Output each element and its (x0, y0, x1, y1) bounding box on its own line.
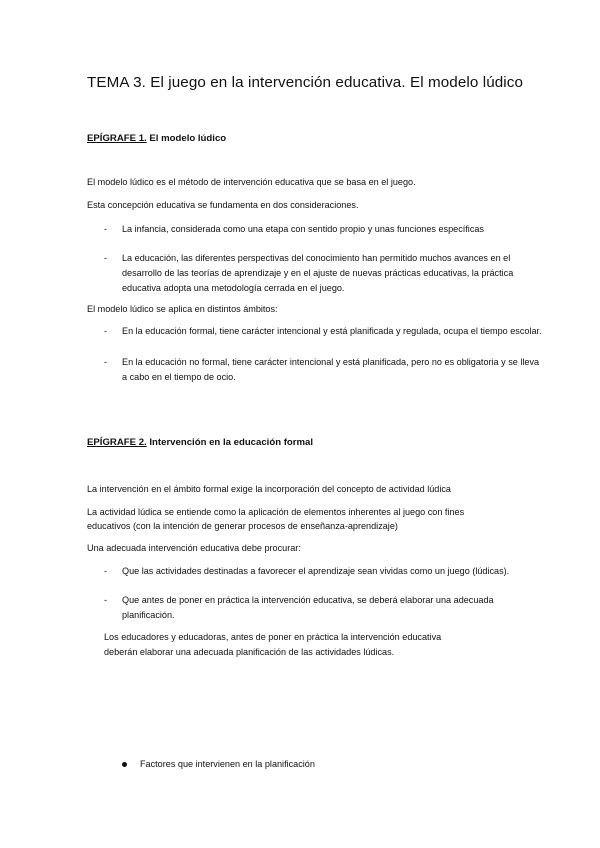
paragraph: El modelo lúdico se aplica en distintos ámbitos: (87, 304, 278, 314)
section-1-title: El modelo lúdico (146, 133, 227, 144)
paragraph: educativos (con la intención de generar procesos de enseñanza-aprendizaje) (87, 521, 398, 531)
list-item: En la educación formal, tiene carácter intencional y está planificada y regulada, ocupa el tiempo escolar. (122, 326, 542, 336)
section-2-heading (87, 437, 313, 448)
section-1-label: EPÍGRAFE 1. (87, 133, 147, 144)
dash-marker: - (104, 253, 108, 263)
factors-heading: Factores que intervienen en la planificación (140, 759, 315, 769)
paragraph: deberán elaborar una adecuada planificación de las actividades lúdicas. (104, 647, 395, 657)
paragraph: Los educadores y educadoras, antes de poner en práctica la intervención educativa (104, 632, 442, 642)
document-title: TEMA 3. El juego en la intervención educativa. El modelo lúdico (87, 74, 524, 91)
paragraph: Esta concepción educativa se fundamenta en dos consideraciones. (87, 200, 359, 210)
list-item: La infancia, considerada como una etapa con sentido propio y unas funciones específicas (122, 224, 484, 234)
paragraph: El modelo lúdico es el método de intervención educativa que se basa en el juego. (87, 177, 416, 187)
section-1-heading (87, 133, 226, 144)
list-item: En la educación no formal, tiene carácter intencional y está planificada, pero no es obligatoria y se lleva a cabo en el tiempo de ocio. (122, 357, 540, 382)
section-2-label: EPÍGRAFE 2. (87, 437, 147, 448)
section-2-title: Intervención en la educación formal (146, 437, 314, 448)
dash-marker: - (104, 566, 108, 576)
list-item: Que antes de poner en práctica la intervención educativa, se deberá elaborar una adecuada planificación. (122, 595, 494, 620)
list-item: La educación, las diferentes perspectivas del conocimiento han permitido muchos avances en el desarrollo de las teorías de aprendizaje y en el ajuste de nuevas prácticas educativas, la práctica educativa adopta una metodología cerrada en el juego. (122, 253, 514, 293)
dash-marker: - (104, 595, 108, 605)
bullet-icon (122, 762, 127, 767)
paragraph: La intervención en el ámbito formal exige la incorporación del concepto de actividad lúdica (87, 484, 451, 494)
dash-marker: - (104, 224, 108, 234)
dash-marker: - (104, 326, 108, 336)
dash-marker: - (104, 357, 108, 367)
list-item: Que las actividades destinadas a favorecer el aprendizaje sean vividas como un juego (lúdicas). (122, 566, 510, 576)
paragraph: Una adecuada intervención educativa debe procurar: (87, 543, 301, 553)
paragraph: La actividad lúdica se entiende como la aplicación de elementos inherentes al juego con fines (87, 507, 465, 517)
